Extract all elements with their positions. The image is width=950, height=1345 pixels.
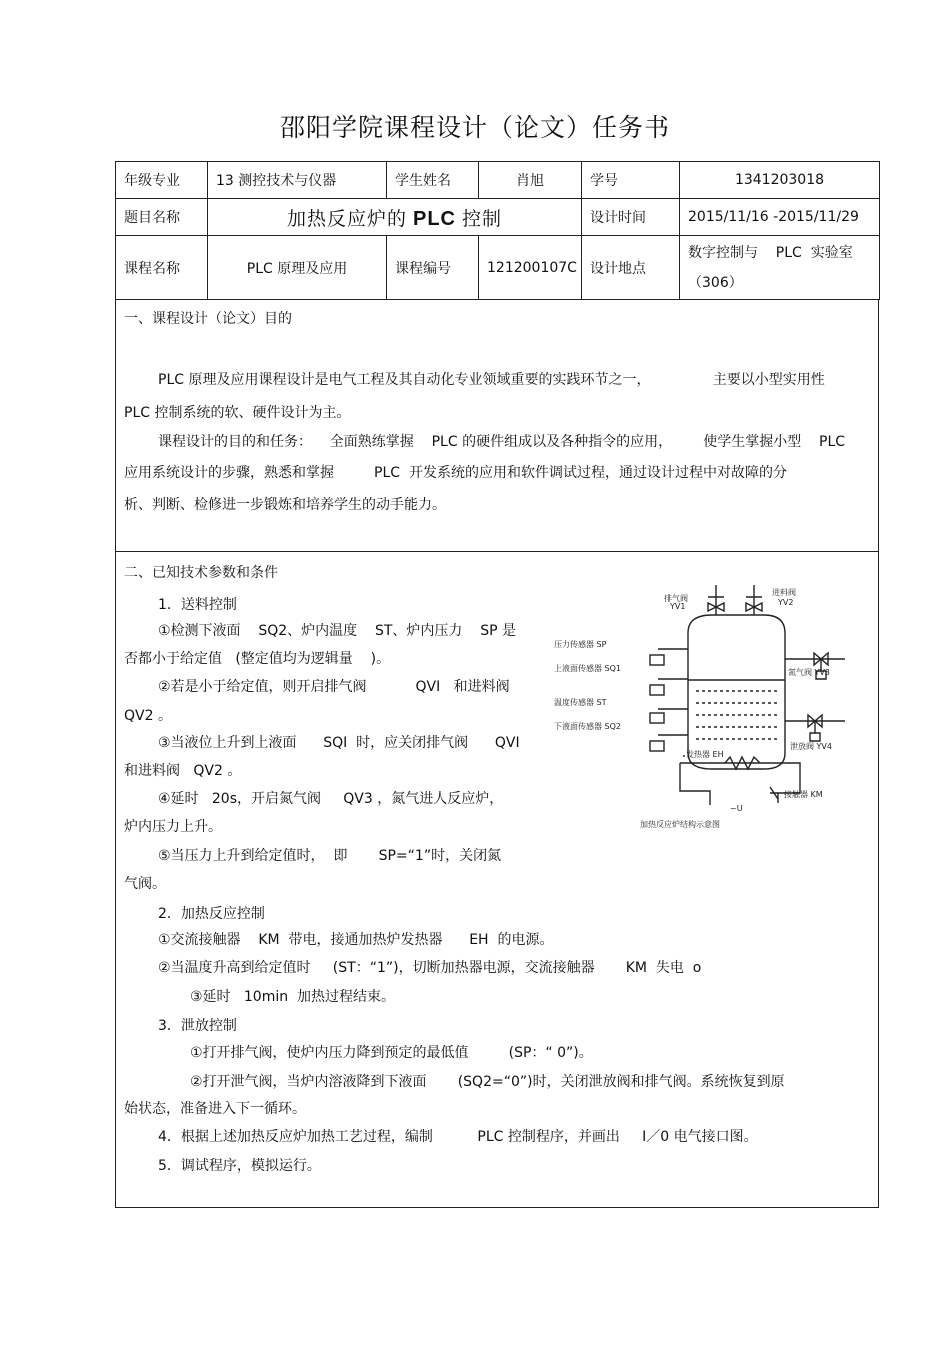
lower-level-sensor-icon — [650, 741, 664, 751]
topic-a: 加热反应炉的 — [286, 207, 407, 230]
section2-line: 炉内压力上升。 — [124, 819, 222, 835]
upper-level-sensor-icon — [650, 685, 664, 695]
temp-label: 温度传感器 ST — [554, 698, 607, 707]
topic-value — [208, 199, 582, 236]
section1-line: 课程设计的目的和任务： 全面熟练掌握 PLC 的硬件组成以及各种指令的应用， 使学生掌握小型 PLC — [158, 434, 846, 450]
section1-line: 析、判断、检修进一步锻炼和培养学生的动手能力。 — [124, 497, 446, 513]
section2-line: ①交流接触器 KM 带电，接通加热炉发热器 EH 的电源。 — [158, 932, 554, 948]
id-label: 学号 — [582, 162, 680, 199]
section2-line: 否都小于给定值 (整定值均为逻辑量 )。 — [124, 651, 391, 667]
pressure-sensor-icon — [650, 655, 664, 665]
place-line-1: 数字控制与 PLC 实验室 — [688, 244, 853, 261]
nitrogen-valve-icon — [785, 653, 845, 665]
place-label: 设计地点 — [582, 236, 680, 300]
section1-line: 应用系统设计的步骤，熟悉和掌握 PLC 开发系统的应用和软件调试过程，通过设计过程中对故障的分 — [124, 465, 787, 481]
section2-line: 2．加热反应控制 — [158, 906, 265, 922]
feed-id: YV2 — [778, 598, 794, 607]
section2-line: 3．泄放控制 — [158, 1018, 237, 1034]
section2-line: 5．调试程序，模拟运行。 — [158, 1158, 321, 1174]
id-value: 1341203018 — [680, 162, 880, 199]
contactor-icon — [770, 787, 778, 803]
section2-line: 4．根据上述加热反应炉加热工艺过程，编制 PLC 控制程序，并画出 I／0 电气接口图。 — [158, 1129, 758, 1145]
section2-line: 和进料阀 QV2 。 — [124, 763, 242, 779]
drain-label: 泄放阀 YV4 — [790, 742, 832, 751]
section-purpose — [115, 300, 879, 552]
temp-sensor-icon — [650, 713, 664, 723]
topic-c: 控制 — [462, 207, 503, 230]
student-label: 学生姓名 — [387, 162, 479, 199]
section2-line: ③当液位上升到上液面 SQI 时，应关闭排气阀 QVI — [158, 735, 520, 751]
nitrogen-label: 氮气阀 YV3 — [788, 668, 830, 677]
exhaust-label: 排气阀 — [664, 594, 688, 603]
section2-line: 始状态，准备进入下一循环。 — [124, 1101, 306, 1117]
section2-line: ②若是小于给定值，则开启排气阀 QVI 和进料阀 — [158, 679, 510, 695]
grade-value: 13 测控技术与仪器 — [208, 162, 387, 199]
place-line-2: （306） — [688, 274, 743, 291]
section2-line: ④延时 20s，开启氮气阀 QV3 ，氮气进人反应炉， — [158, 791, 504, 807]
grade-label: 年级专业 — [116, 162, 208, 199]
reactor-diagram — [540, 575, 875, 835]
course-label: 课程名称 — [116, 236, 208, 300]
reactor-vessel — [688, 615, 785, 769]
feed-label: 进料阀 — [772, 588, 796, 597]
supply-label: ~U — [730, 804, 743, 813]
section2-line: ②当温度升高到给定值时 (ST：“1”)，切断加热器电源，交流接触器 KM 失电 o — [158, 960, 702, 976]
section1-line: PLC 控制系统的软、硬件设计为主。 — [124, 405, 351, 421]
section2-line: ②打开泄气阀，当炉内溶液降到下液面 (SQ2=“0”)时，关闭泄放阀和排气阀。系统恢复到原 — [190, 1074, 785, 1090]
section2-line: ①打开排气阀，使炉内压力降到预定的最低值 (SP：“ 0”)。 — [190, 1045, 593, 1061]
code-label: 课程编号 — [387, 236, 479, 300]
section2-line: ①检测下液面 SQ2、炉内温度 ST、炉内压力 SP 是 — [158, 623, 516, 639]
pressure-label: 压力传感器 SP — [554, 640, 607, 649]
topic-label: 题目名称 — [116, 199, 208, 236]
section2-line: ⑤当压力上升到给定值时， 即 SP=“1”时，关闭氮 — [158, 848, 502, 864]
student-value: 肖旭 — [479, 162, 582, 199]
section1-heading: 一、课程设计（论文）目的 — [124, 311, 292, 327]
section2-heading: 二、已知技术参数和条件 — [124, 565, 278, 581]
lower-level-label: 下液面传感器 SQ2 — [554, 722, 622, 731]
section2-line: 1．送料控制 — [158, 597, 237, 613]
section1-line: PLC 原理及应用课程设计是电气工程及其自动化专业领域重要的实践环节之一， 主要以小型实用性 — [158, 372, 825, 388]
section2-line: QV2 。 — [124, 708, 172, 724]
info-table — [115, 161, 880, 300]
place-value — [680, 236, 880, 300]
section2-line: 气阀。 — [124, 876, 166, 892]
page-title: 邵阳学院课程设计（论文）任务书 — [279, 113, 670, 142]
time-value: 2015/11/16 -2015/11/29 — [680, 199, 880, 236]
time-label: 设计时间 — [582, 199, 680, 236]
topic-b: PLC — [413, 207, 456, 230]
exhaust-id: YV1 — [670, 602, 686, 611]
upper-level-label: 上液面传感器 SQ1 — [554, 664, 622, 673]
contactor-label: 接触器 KM — [784, 790, 823, 799]
course-value: PLC 原理及应用 — [208, 236, 387, 300]
heater-label: 发热器 EH — [686, 750, 724, 759]
code-value: 121200107C — [479, 236, 582, 300]
section2-line: ③延时 10min 加热过程结束。 — [190, 989, 396, 1005]
diagram-caption: 加热反应炉结构示意图 — [640, 820, 720, 829]
